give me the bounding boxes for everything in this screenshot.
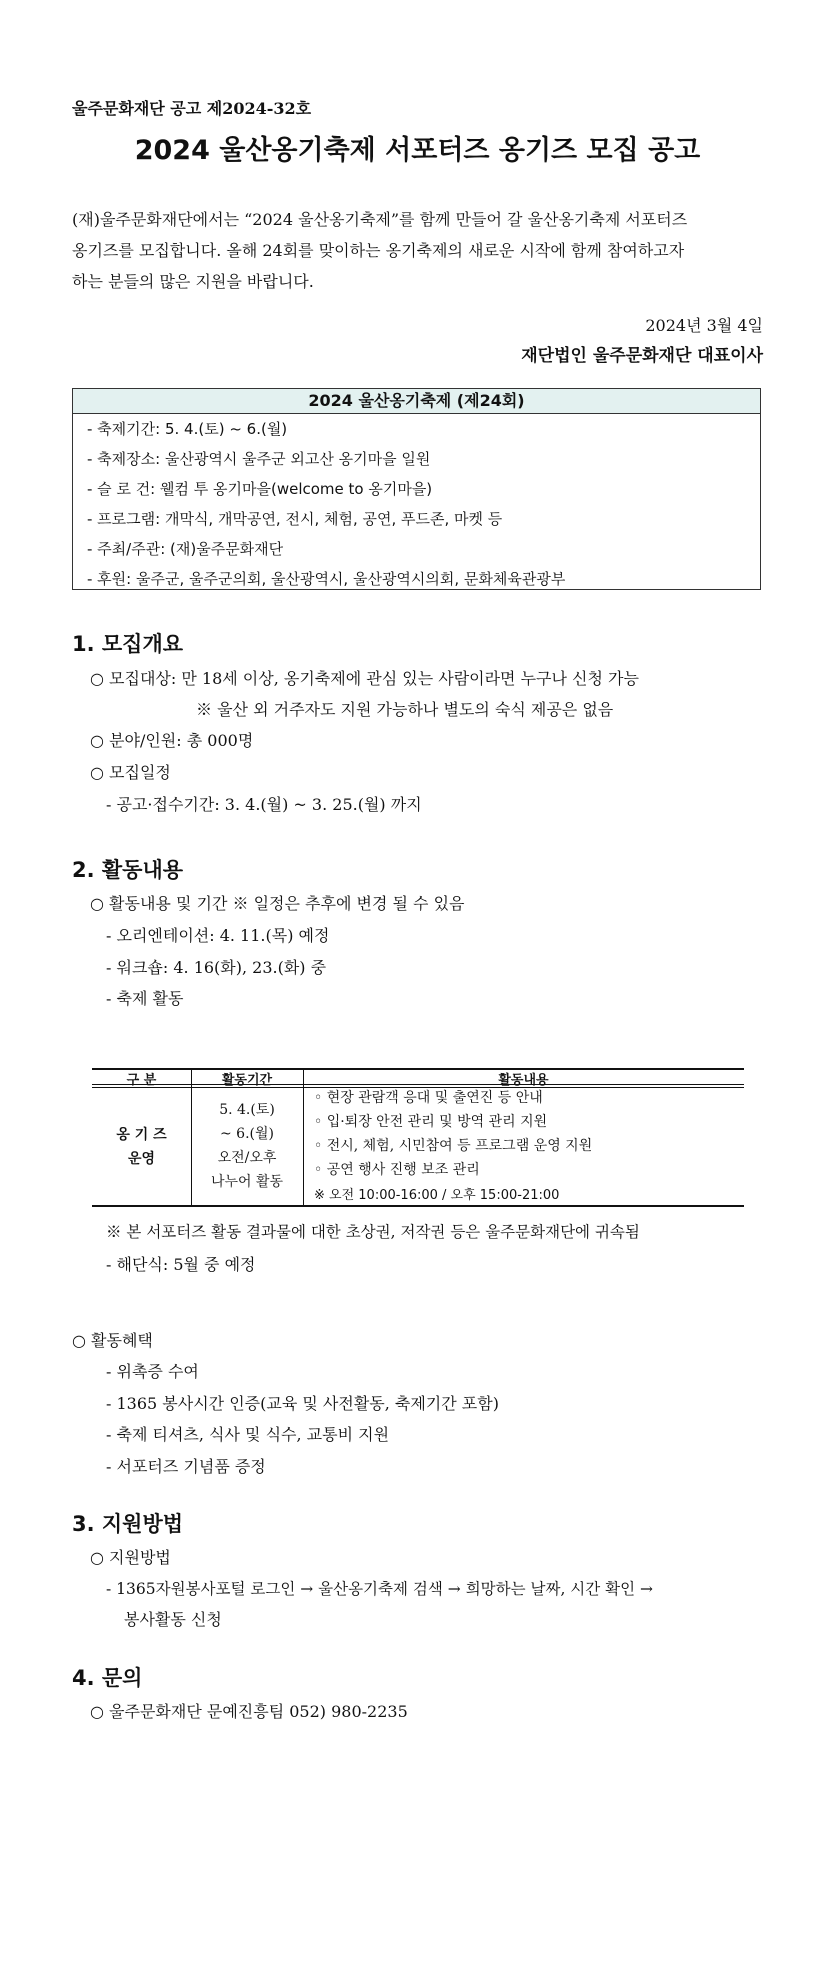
activity-workshop: - 워크숍: 4. 16(화), 23.(화) 중 — [106, 958, 327, 977]
contact-info: ○ 울주문화재단 문예진흥팀 052) 980-2235 — [90, 1702, 408, 1721]
recruit-period: - 공고·접수기간: 3. 4.(월) ~ 3. 25.(월) 까지 — [106, 795, 422, 814]
notice-number: 울주문화재단 공고 제2024-32호 — [72, 99, 312, 118]
activity-festival: - 축제 활동 — [106, 989, 184, 1008]
intro-line: 하는 분들의 많은 지원을 바랍니다. — [72, 272, 314, 291]
section-heading-3: 3. 지원방법 — [72, 1512, 184, 1536]
apply-method-title: ○ 지원방법 — [90, 1548, 171, 1567]
table-period-line: 오전/오후 — [217, 1150, 277, 1166]
table-content-line: ◦ 전시, 체험, 시민참여 등 프로그램 운영 지원 — [314, 1138, 593, 1154]
recruit-target: ○ 모집대상: 만 18세 이상, 옹기축제에 관심 있는 사람이라면 누구나 신청 가능 — [90, 669, 639, 688]
table-content-line: ◦ 현장 관람객 응대 및 출연진 등 안내 — [314, 1090, 543, 1106]
intro-paragraph — [72, 204, 762, 297]
festival-info-row: - 주최/주관: (재)울주문화재단 — [87, 540, 284, 558]
section-heading-2: 2. 활동내용 — [72, 858, 184, 882]
festival-info-row: - 후원: 울주군, 울주군의회, 울산광역시, 울산광역시의회, 문화체육관광부 — [87, 570, 566, 588]
table-header-content: 활동내용 — [498, 1073, 549, 1088]
intro-line: 옹기즈를 모집합니다. 올해 24회를 맞이하는 옹기축제의 새로운 시작에 함께 참여하고자 — [72, 241, 685, 260]
signer: 재단법인 울주문화재단 대표이사 — [521, 346, 763, 366]
table-category-line2: 운영 — [127, 1151, 156, 1167]
activity-table — [92, 1068, 744, 1208]
notice-date: 2024년 3월 4일 — [645, 316, 763, 335]
table-content-line: ◦ 공연 행사 진행 보조 관리 — [314, 1162, 480, 1178]
copyright-note: ※ 본 서포터즈 활동 결과물에 대한 초상권, 저작권 등은 울주문화재단에 귀속됨 — [106, 1223, 640, 1241]
festival-info-row: - 슬 로 건: 웰컴 투 옹기마을(welcome to 옹기마을) — [87, 480, 433, 498]
festival-info-row: - 축제기간: 5. 4.(토) ~ 6.(월) — [87, 420, 288, 438]
table-content-time-note: ※ 오전 10:00-16:00 / 오후 15:00-21:00 — [314, 1188, 560, 1203]
table-period-line: 5. 4.(토) — [219, 1102, 275, 1118]
table-period-line: ~ 6.(월) — [220, 1126, 274, 1142]
table-bottom-rule — [92, 1205, 744, 1207]
recruit-schedule: ○ 모집일정 — [90, 763, 171, 782]
apply-method-step-cont: 봉사활동 신청 — [124, 1610, 222, 1629]
intro-line: (재)울주문화재단에서는 “2024 울산옹기축제”를 함께 만들어 갈 울산옹기축제 서포터즈 — [72, 210, 688, 229]
table-period-line: 나누어 활동 — [210, 1174, 284, 1190]
benefit-item: - 서포터즈 기념품 증정 — [106, 1457, 266, 1476]
recruit-field: ○ 분야/인원: 총 000명 — [90, 731, 254, 750]
page-title: 2024 울산옹기축제 서포터즈 옹기즈 모집 공고 — [134, 135, 701, 166]
festival-info-title: 2024 울산옹기축제 (제24회) — [73, 389, 760, 414]
table-divider — [303, 1068, 304, 1206]
festival-info-row: - 프로그램: 개막식, 개막공연, 전시, 체험, 공연, 푸드존, 마켓 등 — [87, 510, 503, 528]
recruit-target-note: ※ 울산 외 거주자도 지원 가능하나 별도의 숙식 제공은 없음 — [196, 700, 614, 719]
table-category-line1: 옹 기 즈 — [116, 1127, 167, 1143]
section-heading-1: 1. 모집개요 — [72, 632, 184, 656]
activity-orientation: - 오리엔테이션: 4. 11.(목) 예정 — [106, 926, 330, 945]
section-heading-4: 4. 문의 — [72, 1666, 143, 1690]
benefits-title: ○ 활동혜택 — [72, 1331, 153, 1350]
festival-info-box — [72, 388, 761, 590]
disband-ceremony: - 해단식: 5월 중 예정 — [106, 1255, 256, 1274]
table-content-line: ◦ 입·퇴장 안전 관리 및 방역 관리 지원 — [314, 1114, 548, 1130]
benefit-item: - 위촉증 수여 — [106, 1362, 199, 1381]
table-header-period: 활동기간 — [221, 1073, 273, 1088]
benefit-item: - 1365 봉사시간 인증(교육 및 사전활동, 축제기간 포함) — [106, 1394, 499, 1413]
activity-content-title: ○ 활동내용 및 기간 ※ 일정은 추후에 변경 될 수 있음 — [90, 894, 465, 913]
benefit-item: - 축제 티셔츠, 식사 및 식수, 교통비 지원 — [106, 1425, 390, 1444]
table-header-category: 구 분 — [126, 1073, 157, 1088]
apply-method-step: - 1365자원봉사포털 로그인 → 울산옹기축제 검색 → 희망하는 날짜, 시간 확인 → — [106, 1580, 654, 1598]
festival-info-row: - 축제장소: 울산광역시 울주군 외고산 옹기마을 일원 — [87, 450, 431, 468]
